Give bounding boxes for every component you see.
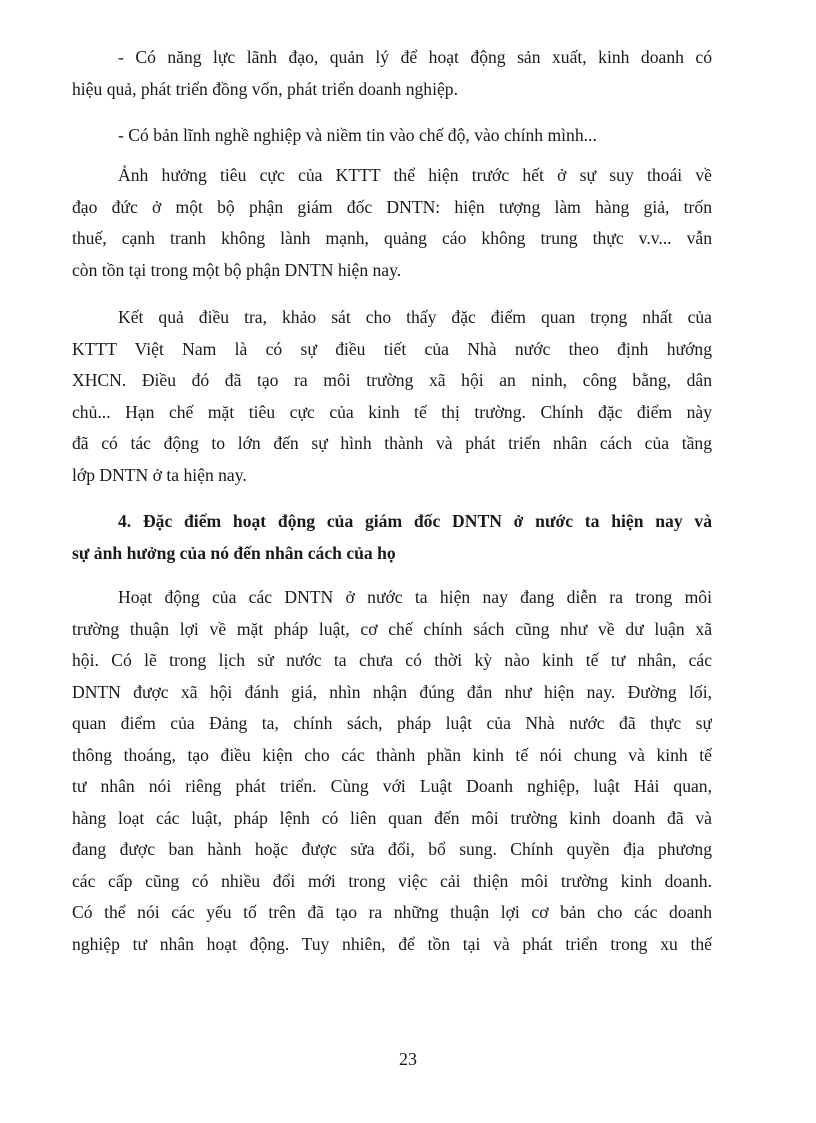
- text-line: đã có tác động to lớn đến sự hình thành và phát triển nhân cách của tầng: [72, 433, 712, 453]
- text-line: KTTT Việt Nam là có sự điều tiết của Nhà nước theo định hướng: [72, 338, 712, 359]
- text-line: thuế, cạnh tranh không lành mạnh, quảng cáo không trung thực v.v... vẫn: [72, 228, 712, 248]
- text-line: DNTN được xã hội đánh giá, nhìn nhận đúng đắn như hiện nay. Đường lối,: [72, 681, 712, 702]
- text-line: hàng loạt các luật, pháp lệnh có liên quan đến môi trường kinh doanh đã và: [72, 807, 712, 828]
- text-line: tư nhân nói riêng phát triển. Cùng với Luật Doanh nghiệp, luật Hải quan,: [72, 776, 712, 796]
- paragraph-leadership: [72, 42, 712, 105]
- text-line: hiệu quả, phát triển đồng vốn, phát triển doanh nghiệp.: [72, 78, 458, 99]
- text-line: trường thuận lợi về mặt pháp luật, cơ chế chính sách cũng như về dư luận xã: [72, 618, 712, 639]
- text-line: Hoạt động của các DNTN ở nước ta hiện nay đang diễn ra trong môi: [118, 587, 712, 607]
- text-line: nghiệp tư nhân hoạt động. Tuy nhiên, để tồn tại và phát triển trong xu thế: [72, 933, 712, 954]
- heading-line: 4. Đặc điểm hoạt động của giám đốc DNTN ở nước ta hiện nay và: [118, 511, 712, 531]
- text-line: thông thoáng, tạo điều kiện cho các thành phần kinh tế nói chung và kinh tế: [72, 744, 712, 765]
- paragraph-survey-results: [72, 302, 712, 491]
- text-line: XHCN. Điều đó đã tạo ra môi trường xã hội an ninh, công bằng, dân: [72, 370, 712, 390]
- text-line: quan điểm của Đảng ta, chính sách, pháp luật của Nhà nước đã thực sự: [72, 713, 712, 733]
- text-line: chủ... Hạn chế mặt tiêu cực của kinh tế thị trường. Chính đặc điểm này: [72, 401, 712, 422]
- page-number: 23: [399, 1049, 417, 1069]
- text-line: Có thể nói các yếu tố trên đã tạo ra những thuận lợi cơ bản cho các doanh: [72, 902, 712, 922]
- text-line: còn tồn tại trong một bộ phận DNTN hiện nay.: [72, 259, 402, 280]
- paragraph-negative-influence: [72, 160, 712, 286]
- text-line: đạo đức ở một bộ phận giám đốc DNTN: hiện tượng làm hàng giả, trốn: [72, 196, 712, 217]
- heading-line: sự ảnh hưởng của nó đến nhân cách của họ: [72, 542, 396, 563]
- text-line: Ảnh hưởng tiêu cực của KTTT thể hiện trước hết ở sự suy thoái về: [118, 165, 712, 185]
- text-line: - Có bản lĩnh nghề nghiệp và niềm tin vào chế độ, vào chính mình...: [118, 125, 597, 145]
- text-line: các cấp cũng có nhiều đổi mới trong việc cải thiện môi trường kinh doanh.: [72, 870, 712, 891]
- text-line: lớp DNTN ở ta hiện nay.: [72, 464, 247, 485]
- paragraph-operating-environment: [72, 582, 712, 960]
- text-line: Kết quả điều tra, khảo sát cho thấy đặc điểm quan trọng nhất của: [118, 307, 712, 327]
- text-line: - Có năng lực lãnh đạo, quản lý để hoạt động sản xuất, kinh doanh có: [118, 47, 712, 67]
- text-line: đang được ban hành hoặc được sửa đổi, bổ sung. Chính quyền địa phương: [72, 839, 712, 859]
- text-line: hội. Có lẽ trong lịch sử nước ta chưa có thời kỳ nào kinh tế tư nhân, các: [72, 650, 712, 670]
- paragraph-bravery: [72, 120, 712, 152]
- section-heading: [72, 506, 712, 569]
